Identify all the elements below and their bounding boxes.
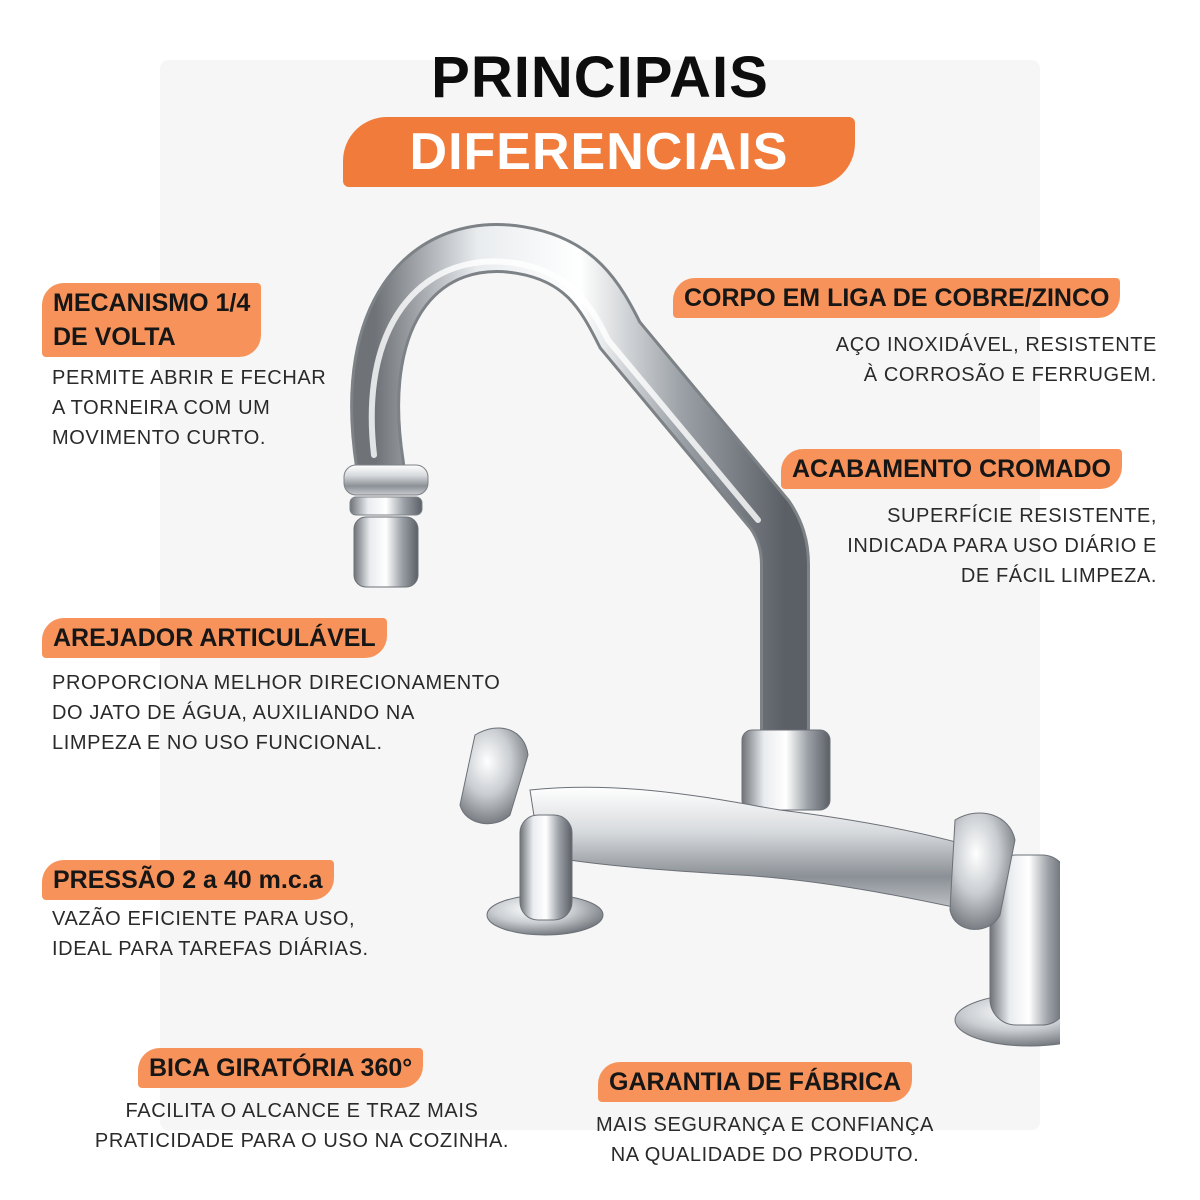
feature-label-acabamento: ACABAMENTO CROMADO: [781, 449, 1122, 489]
feature-label-mecanismo: MECANISMO 1/4 DE VOLTA: [42, 283, 261, 357]
feature-label-corpo: CORPO EM LIGA DE COBRE/ZINCO: [673, 278, 1120, 318]
page-title: PRINCIPAIS: [431, 45, 769, 110]
feature-desc-arejador: PROPORCIONA MELHOR DIRECIONAMENTO DO JATO DE ÁGUA, AUXILIANDO NA LIMPEZA E NO USO FUNCIONAL.: [52, 672, 501, 754]
feature-desc-garantia: MAIS SEGURANÇA E CONFIANÇA NA QUALIDADE DO PRODUTO.: [596, 1114, 934, 1166]
feature-desc-pressao: VAZÃO EFICIENTE PARA USO, IDEAL PARA TAREFAS DIÁRIAS.: [52, 908, 369, 960]
feature-desc-acabamento: SUPERFÍCIE RESISTENTE, INDICADA PARA USO DIÁRIO E DE FÁCIL LIMPEZA.: [847, 505, 1157, 587]
feature-desc-mecanismo: PERMITE ABRIR E FECHAR A TORNEIRA COM UM MOVIMENTO CURTO.: [52, 367, 327, 449]
feature-desc-bica: FACILITA O ALCANCE E TRAZ MAIS PRATICIDADE PARA O USO NA COZINHA.: [94, 1100, 510, 1152]
page-subtitle-badge: [343, 117, 855, 187]
feature-label-pressao: PRESSÃO 2 a 40 m.c.a: [42, 860, 334, 900]
feature-label-bica: BICA GIRATÓRIA 360°: [138, 1048, 423, 1088]
feature-label-garantia: GARANTIA DE FÁBRICA: [598, 1062, 912, 1102]
page-subtitle: DIFERENCIAIS: [409, 123, 789, 181]
feature-desc-corpo: AÇO INOXIDÁVEL, RESISTENTE À CORROSÃO E FERRUGEM.: [835, 334, 1157, 386]
feature-label-arejador: AREJADOR ARTICULÁVEL: [42, 618, 387, 658]
